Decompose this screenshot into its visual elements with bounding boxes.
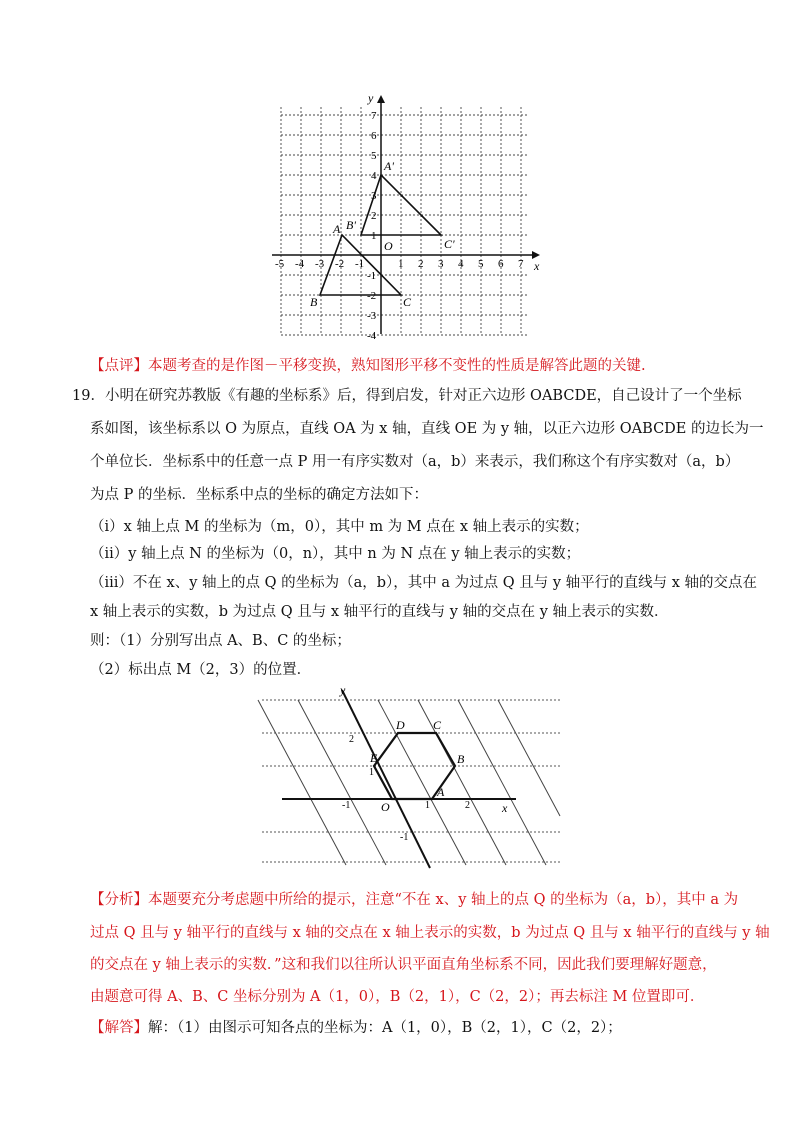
label-b: B — [310, 295, 318, 309]
rule-iii-a: （ⅲ）不在 x、y 轴上的点 Q 的坐标为（a，b），其中 a 为过点 Q 且与 y 轴平行的直线与 x 轴的交点在 — [90, 575, 758, 591]
label-a: A — [333, 222, 341, 236]
y-tick-label: 7 — [371, 110, 377, 122]
y-tick-label: -3 — [367, 310, 377, 322]
y-tick-neg1: -1 — [400, 832, 409, 843]
x-tick-label: 5 — [478, 258, 484, 270]
problem-19-line-2: 系如图，该坐标系以 O 为原点，直线 OA 为 x 轴，直线 OE 为 y 轴，以正六边形 OABCDE 的边长为一 — [90, 421, 764, 437]
x-tick-label: -1 — [355, 258, 365, 270]
vertex-a: A — [437, 785, 445, 799]
label-c: C — [403, 295, 412, 309]
comment-tag: 【点评】 — [90, 358, 148, 374]
y-axis-label: y — [340, 684, 346, 697]
y-tick-1: 1 — [369, 767, 374, 778]
question-2: （2）标出点 M（2，3）的位置． — [90, 662, 312, 678]
y-tick-label: -1 — [367, 270, 377, 282]
y-axis — [342, 690, 430, 868]
x-tick-label: 7 — [518, 258, 524, 270]
x-tick-label: 3 — [438, 258, 444, 270]
x-axis-label: x — [502, 801, 508, 815]
comment-line — [90, 356, 646, 376]
answer-line — [90, 1018, 622, 1038]
comment-text: 本题考查的是作图－平移变换，熟知图形平移不变性的性质是解答此题的关键. — [148, 358, 646, 374]
vertex-b: B — [457, 752, 465, 766]
question-1: 则：（1）分别写出点 A、B、C 的坐标； — [90, 633, 351, 649]
y-tick-label: 2 — [371, 210, 377, 222]
y-tick-label: -4 — [367, 330, 377, 340]
vertex-c: C — [433, 718, 442, 732]
problem-text-1: 小明在研究苏教版《有趣的坐标系》后，得到启发，针对正六边形 OABCDE，自己设计了一个坐标 — [104, 388, 742, 404]
y-tick-label: 4 — [371, 170, 377, 182]
x-tick-label: 4 — [458, 258, 464, 270]
label-c-prime: C' — [444, 237, 455, 251]
problem-19-line-4: 为点 P 的坐标．坐标系中点的坐标的确定方法如下： — [90, 487, 428, 503]
x-tick-labels — [275, 258, 524, 270]
analysis-text-1: 本题要充分考虑题中所给的提示，注意“不在 x、y 轴上的点 Q 的坐标为（a，b），其中 a 为 — [148, 892, 739, 908]
x-axis-label: x — [534, 259, 540, 273]
x-tick-2: 2 — [465, 800, 470, 811]
y-axis-label: y — [368, 91, 374, 105]
y-axis-arrow — [377, 95, 385, 103]
y-tick-label: 5 — [371, 150, 377, 162]
y-tick-labels — [367, 110, 377, 340]
x-tick-label: -2 — [335, 258, 345, 270]
x-tick-label: -5 — [275, 258, 285, 270]
x-tick-label: 1 — [398, 258, 404, 270]
rule-i: （ⅰ）x 轴上点 M 的坐标为（m，0），其中 m 为 M 点在 x 轴上表示的实数； — [90, 519, 589, 535]
oblique-gridlines-slanted — [258, 700, 560, 865]
analysis-line-3: 的交点在 y 轴上表示的实数．”这和我们以往所认识平面直角坐标系不同，因此我们要理解好题意， — [90, 957, 717, 973]
problem-19-line-1 — [72, 386, 742, 406]
problem-19-line-3: 个单位长．坐标系中的任意一点 P 用一有序实数对（a，b）来表示，我们称这个有序实数对（a，b） — [90, 454, 740, 470]
answer-tag: 【解答】 — [90, 1020, 148, 1036]
problem-number: 19． — [72, 388, 105, 404]
x-tick-label: -3 — [315, 258, 325, 270]
y-tick-label: 6 — [371, 130, 377, 142]
x-tick-label: 6 — [498, 258, 504, 270]
vertex-e: E — [370, 751, 378, 765]
y-tick-label: 1 — [371, 230, 377, 242]
x-axis-arrow — [532, 251, 540, 259]
y-tick-2: 2 — [349, 734, 354, 745]
origin-label: O — [381, 800, 390, 814]
y-tick-label: 3 — [371, 190, 377, 202]
oblique-gridlines-horizontal — [262, 700, 560, 862]
answer-text: 解：（1）由图示可知各点的坐标为：A（1，0），B（2，1），C（2，2）； — [148, 1020, 622, 1036]
x-tick-neg1: -1 — [342, 800, 351, 811]
hexagon-oblique-grid-figure — [255, 684, 565, 874]
translation-grid-figure — [270, 90, 545, 340]
label-b-prime: B' — [346, 218, 356, 232]
x-tick-label: 2 — [418, 258, 424, 270]
x-tick-label: -4 — [295, 258, 305, 270]
analysis-line-4: 由题意可得 A、B、C 坐标分别为 A（1，0），B（2，1），C（2，2）；再去标注 M 位置即可． — [90, 989, 705, 1005]
y-tick-label: -2 — [367, 290, 377, 302]
analysis-tag: 【分析】 — [90, 892, 148, 908]
analysis-line-1 — [90, 890, 738, 910]
origin-label: O — [384, 239, 393, 253]
analysis-line-2: 过点 Q 且与 y 轴平行的直线与 x 轴的交点在 x 轴上表示的实数，b 为过点 Q 且与 x 轴平行的直线与 y 轴 — [90, 925, 770, 941]
label-a-prime: A' — [384, 159, 394, 173]
vertex-d: D — [396, 718, 405, 732]
x-tick-1: 1 — [425, 800, 430, 811]
rule-ii: （ⅱ）y 轴上点 N 的坐标为（0，n），其中 n 为 N 点在 y 轴上表示的实数； — [90, 546, 581, 562]
rule-iii-b: x 轴上表示的实数，b 为过点 Q 且与 x 轴平行的直线与 y 轴的交点在 y 轴上表示的实数． — [90, 604, 669, 620]
